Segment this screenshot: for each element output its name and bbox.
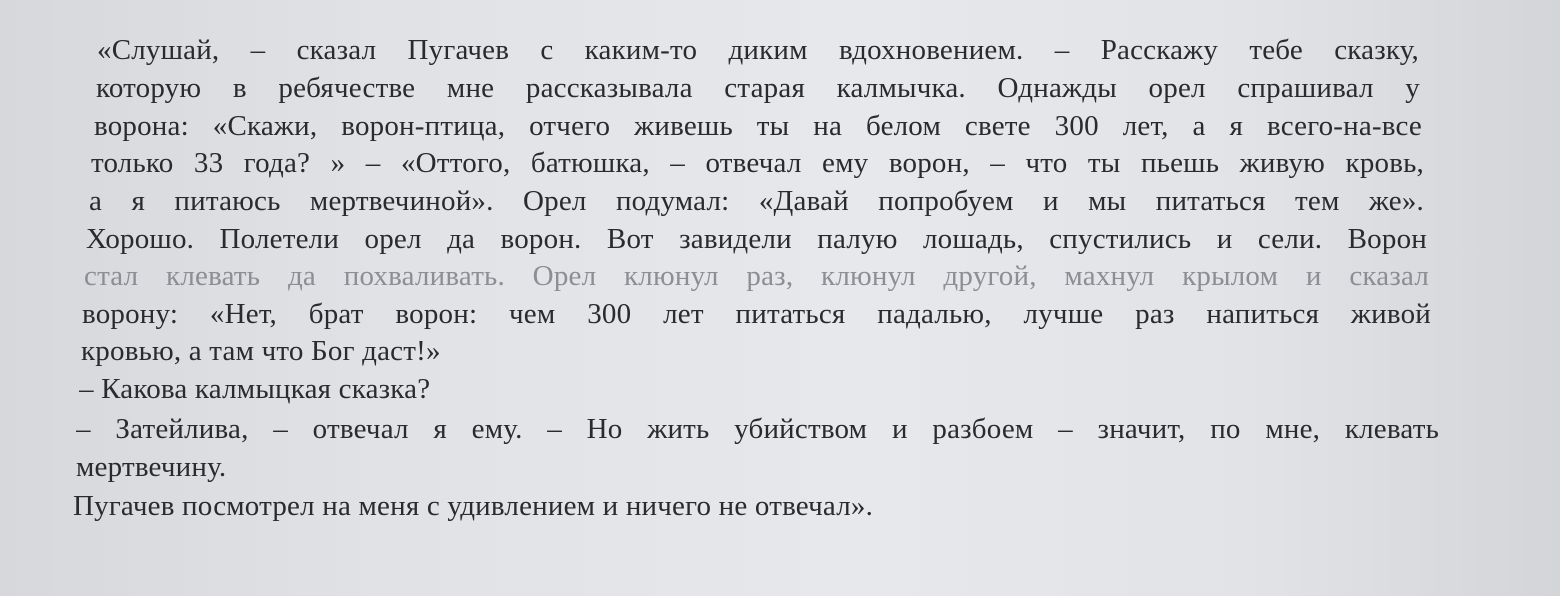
text-line-12: мертвечину. bbox=[76, 451, 227, 483]
text-line-10: – Какова калмыцкая сказка? bbox=[79, 373, 431, 405]
text-line-2: которую в ребячестве мне рассказывала старая калмычка. Однажды орел спрашивал у bbox=[96, 72, 1420, 104]
text-line-7: стал клевать да похваливать. Орел клюнул раз, клюнул другой, махнул крылом и сказал bbox=[84, 260, 1429, 292]
text-line-8: ворону: «Нет, брат ворон: чем 300 лет питаться падалью, лучше раз напиться живой bbox=[82, 298, 1431, 330]
text-line-4: только 33 года? » – «Оттого, батюшка, – отвечал ему ворон, – что ты пьешь живую кровь, bbox=[91, 147, 1424, 179]
text-line-9: кровью, а там что Бог даст!» bbox=[81, 335, 441, 367]
text-line-5: а я питаюсь мертвечиной». Орел подумал: «Давай попробуем и мы питаться тем же». bbox=[89, 185, 1424, 217]
text-line-13: Пугачев посмотрел на меня с удивлением и ничего не отвечал». bbox=[73, 490, 874, 522]
text-line-1: «Слушай, – сказал Пугачев с каким-то диким вдохновением. – Расскажу тебе сказку, bbox=[97, 34, 1419, 66]
text-line-3: ворона: «Скажи, ворон-птица, отчего живешь ты на белом свете 300 лет, а я всего-на-все bbox=[94, 110, 1422, 142]
text-line-11: – Затейлива, – отвечал я ему. – Но жить убийством и разбоем – значит, по мне, клевать bbox=[76, 413, 1439, 445]
text-line-6: Хорошо. Полетели орел да ворон. Вот завидели палую лошадь, спустились и сели. Ворон bbox=[86, 223, 1427, 255]
